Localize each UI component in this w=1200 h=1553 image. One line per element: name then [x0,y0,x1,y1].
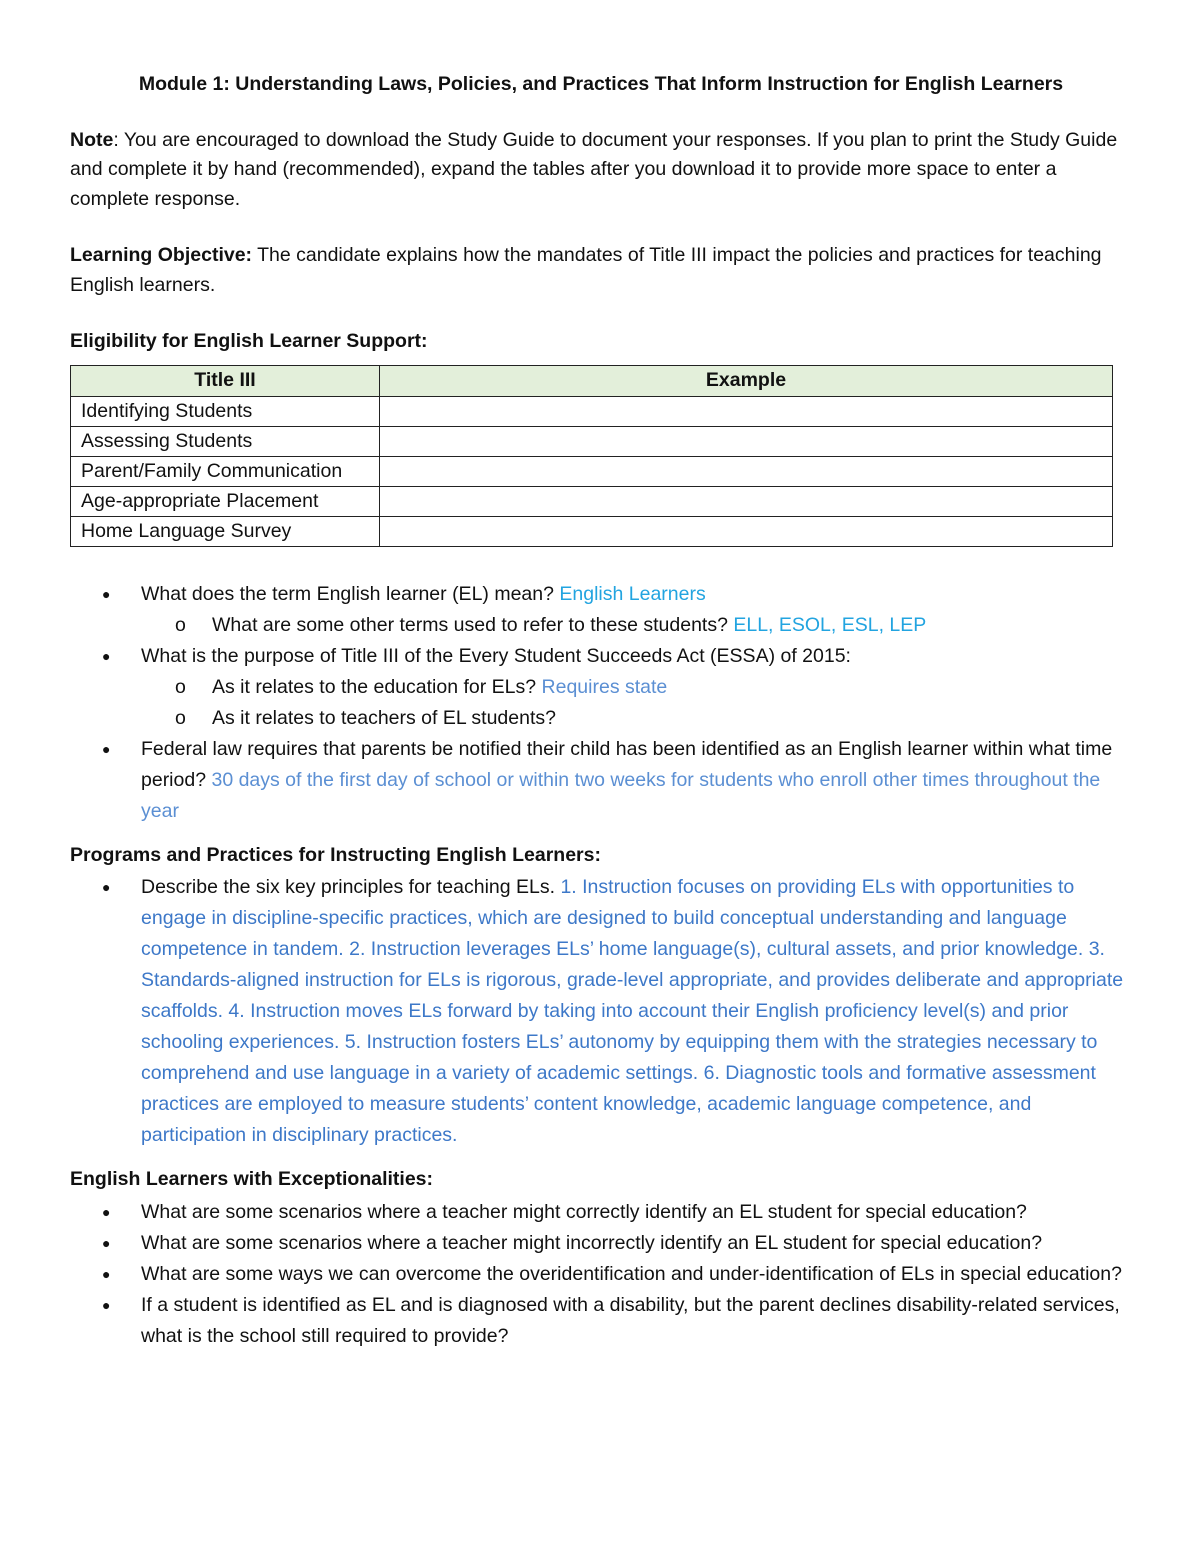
question-text: What does the term English learner (EL) mean? [141,582,560,605]
question-text: As it relates to the education for ELs? [212,675,542,698]
page-title: Module 1: Understanding Laws, Policies, and Practices That Inform Instruction for English Learners [138,73,1064,95]
table-cell-title: Home Language Survey [71,516,380,546]
list-item [70,579,1132,641]
sub-list [141,672,1132,734]
table-cell-example[interactable] [380,396,1113,426]
exceptionalities-list [70,1197,1132,1352]
question-text: Federal law requires that parents be notified their child has been identified as an English learner within what time period? [141,737,1113,791]
question-text: Describe the six key principles for teaching ELs. [141,876,561,898]
table-cell-example[interactable] [380,426,1113,456]
note-text: : You are encouraged to download the Study Guide to document your responses. If you plan to print the Study Guide and complete it by hand (recommended), expand the tables after you download it to provide more space to enter a complete response. [70,128,1118,210]
eligibility-question-list [70,579,1132,827]
table-cell-title: Identifying Students [71,396,380,426]
programs-list [70,872,1132,1151]
sub-list-item [141,703,1132,734]
table-header-title: Title III [71,365,380,396]
question-text: What are some other terms used to refer to these students? [212,613,734,636]
table-cell-example[interactable] [380,456,1113,486]
list-item: ● What are some ways we can overcome the overidentification and under-identification of ELs in special education? [70,1259,1132,1290]
document-page [70,70,1132,1366]
list-item [70,641,1132,734]
table-row [71,396,1113,426]
objective-paragraph [70,241,1132,300]
table-row [71,516,1113,546]
programs-heading: Programs and Practices for Instructing English Learners: [70,843,601,866]
list-item: ● What are some scenarios where a teacher might correctly identify an EL student for special education? [70,1197,1132,1228]
question-text: As it relates to teachers of EL students? [212,706,556,729]
objective-label: Learning Objective: [70,244,253,266]
note-paragraph [70,126,1132,215]
list-item: ● What are some scenarios where a teacher might incorrectly identify an EL student for special education? [70,1228,1132,1259]
list-item [70,734,1132,827]
eligibility-heading: Eligibility for English Learner Support: [70,330,428,352]
table-cell-title: Assessing Students [71,426,380,456]
table-row [71,456,1113,486]
table-header-example: Example [380,365,1113,396]
answer-text: ELL, ESOL, ESL, LEP [733,613,927,636]
table-row [71,426,1113,456]
question-text: What is the purpose of Title III of the Every Student Succeeds Act (ESSA) of 2015: [141,644,851,667]
answer-text: English Learners [559,582,706,605]
table-cell-title: Parent/Family Communication [71,456,380,486]
answer-text: Requires state [541,675,668,698]
list-item [70,872,1132,1151]
objective-text: The candidate explains how the mandates of Title III impact the policies and practices for teaching English learners. [70,244,1102,296]
list-item: ● If a student is identified as EL and is diagnosed with a disability, but the parent declines disability-related services, what is the school still required to provide? [70,1290,1132,1352]
answer-text: 30 days of the first day of school or within two weeks for students who enroll other times throughout the year [141,768,1101,822]
eligibility-table [70,365,1113,547]
table-cell-example[interactable] [380,486,1113,516]
answer-text: 1. Instruction focuses on providing ELs with opportunities to engage in discipline-specific practices, which are designed to build conceptual understanding and language competence in tandem. 2. Instruction leverages ELs’ home language(s), cultural assets, and prior knowledge. 3. Standards-aligned instruction for ELs is rigorous, grade-level appropriate, and provides deliberate and appropriate scaffolds. 4. Instruction moves ELs forward by taking into account their English proficiency level(s) and prior schooling experiences. 5. Instruction fosters ELs’ autonomy by equipping them with the strategies necessary to comprehend and use language in a variety of academic settings. 6. Diagnostic tools and formative assessment practices are employed to measure students’ content knowledge, academic language competence, and participation in disciplinary practices. [141,876,1124,1146]
table-header-row [71,365,1113,396]
exceptionalities-heading: English Learners with Exceptionalities: [70,1168,434,1190]
table-cell-title: Age-appropriate Placement [71,486,380,516]
table-cell-example[interactable] [380,516,1113,546]
sub-list [141,610,1132,641]
sub-list-item [141,672,1132,703]
sub-list-item [141,610,1132,641]
note-label: Note [70,128,114,151]
table-row [71,486,1113,516]
